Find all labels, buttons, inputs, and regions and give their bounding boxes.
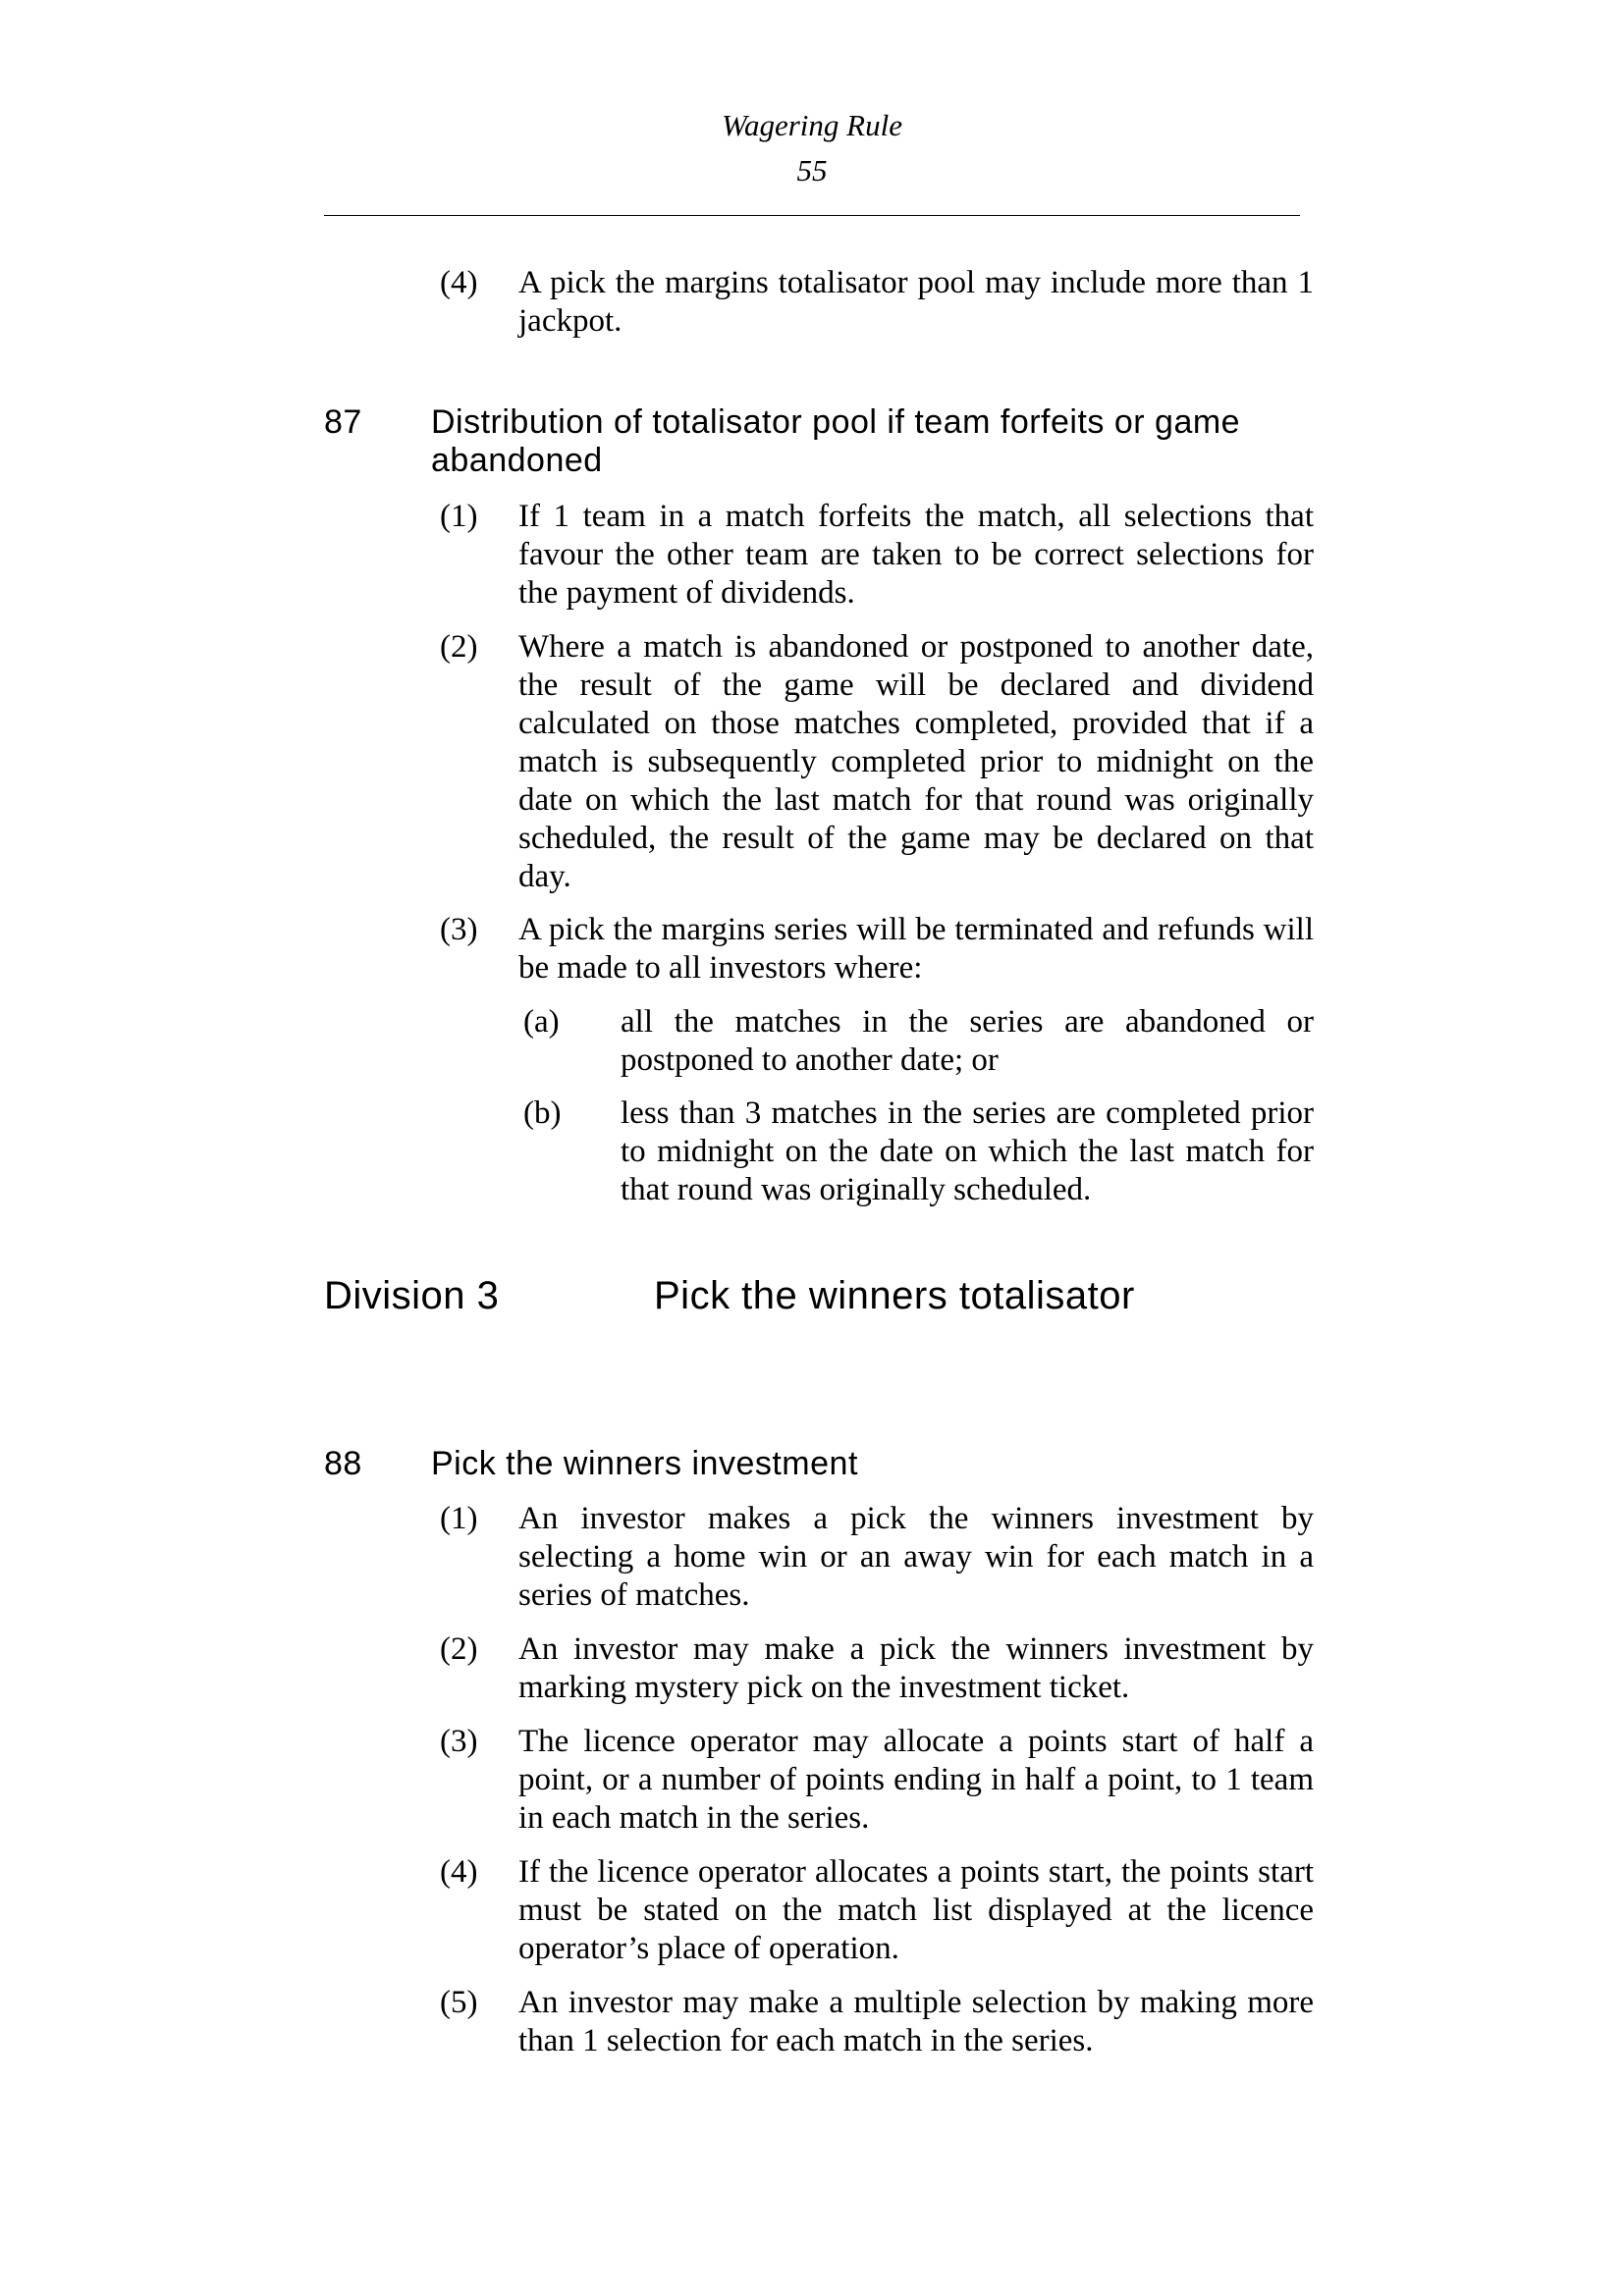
paragraph-text: The licence operator may allocate a points start of half a point, or a number of points ending in half a point, to 1 team in each match in the series.: [518, 1724, 1314, 1836]
paragraph-number: (1): [440, 499, 478, 534]
paragraph-text: An investor may make a multiple selection by making more than 1 selection for each match in the series.: [518, 1985, 1314, 2058]
subparagraph-text: less than 3 matches in the series are completed prior to midnight on the date on which the last match for that round was originally scheduled.: [621, 1095, 1314, 1207]
paragraph-text: A pick the margins series will be terminated and refunds will be made to all investors where:: [518, 912, 1314, 986]
subparagraph-87-3-a: [523, 1003, 1314, 1080]
paragraph-number: (4): [440, 1854, 478, 1890]
paragraph-text: Where a match is abandoned or postponed to another date, the result of the game will be declared and dividend calculated on those matches completed, provided that if a match is subsequently completed prior to midnight on the date on which the last match for that round was originally scheduled, the result of the game may be declared on that day.: [518, 629, 1314, 894]
paragraph-text: If 1 team in a match forfeits the match, all selections that favour the other team are taken to be correct selections for the payment of dividends.: [518, 499, 1314, 611]
section-number: 88: [324, 1445, 362, 1482]
paragraph-88-1: [440, 1500, 1314, 1615]
paragraph-number: (3): [440, 1724, 478, 1759]
paragraph-number: (3): [440, 912, 478, 947]
paragraph-87-1: [440, 498, 1314, 613]
subparagraph-number: (b): [523, 1095, 562, 1131]
paragraph-87-3: [440, 911, 1314, 988]
paragraph-87-2: [440, 628, 1314, 896]
paragraph-88-4: [440, 1853, 1314, 1968]
section-number: 87: [324, 403, 362, 441]
section-87-heading: [324, 403, 1316, 480]
subparagraph-number: (a): [523, 1004, 560, 1040]
paragraph-number: (1): [440, 1501, 478, 1536]
subparagraph-87-3-b: [523, 1095, 1314, 1209]
paragraph-88-2: [440, 1630, 1314, 1707]
paragraph-number: (2): [440, 629, 478, 665]
paragraph-number: (2): [440, 1631, 478, 1667]
page-number: 55: [796, 153, 828, 187]
paragraph-text: If the licence operator allocates a points start, the points start must be stated on the match list displayed at the licence operator’s place of operation.: [518, 1854, 1314, 1966]
paragraph-text: An investor may make a pick the winners investment by marking mystery pick on the investment ticket.: [518, 1631, 1314, 1705]
paragraph-text: An investor makes a pick the winners investment by selecting a home win or an away win for each match in a series of matches.: [518, 1501, 1314, 1613]
paragraph-86-4: [440, 264, 1314, 341]
subparagraph-text: all the matches in the series are abandoned or postponed to another date; or: [621, 1004, 1314, 1078]
paragraph-88-3: [440, 1723, 1314, 1838]
section-title: Pick the winners investment: [431, 1445, 858, 1482]
header-divider: [324, 215, 1300, 216]
section-title: Distribution of totalisator pool if team forfeits or game abandoned: [431, 403, 1241, 479]
paragraph-88-5: [440, 1984, 1314, 2060]
paragraph-number: (5): [440, 1985, 478, 2020]
division-title: Pick the winners totalisator: [654, 1274, 1135, 1317]
section-88-heading: [324, 1445, 1316, 1483]
running-header-title: Wagering Rule: [722, 108, 902, 142]
division-label: Division 3: [324, 1274, 500, 1317]
paragraph-number: (4): [440, 265, 478, 300]
paragraph-text: A pick the margins totalisator pool may include more than 1 jackpot.: [518, 265, 1314, 339]
